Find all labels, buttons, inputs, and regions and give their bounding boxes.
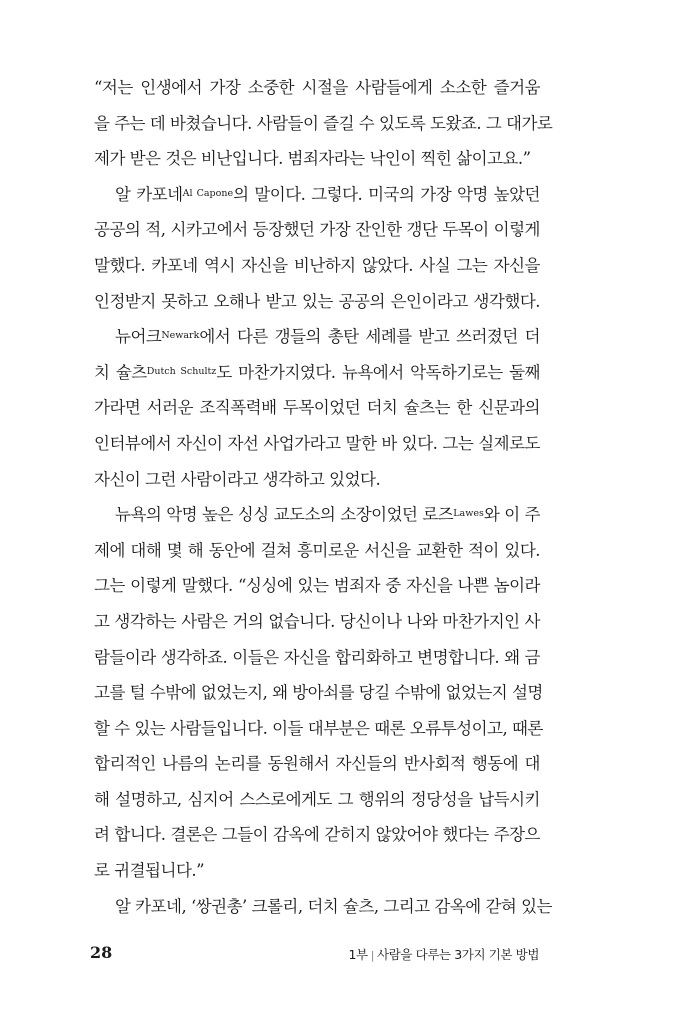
running-footer xyxy=(349,945,540,963)
paragraph-line: 해 설명하고, 심지어 스스로에게도 그 행위의 정당성을 납득시키 xyxy=(94,789,540,809)
annotation-al-capone: Al Capone xyxy=(182,187,234,199)
paragraph-line: 려 합니다. 결론은 그들이 감옥에 갇히지 않았어야 했다는 주장으 xyxy=(94,825,540,845)
paragraph-line: 을 주는 데 바쳤습니다. 사람들이 즐길 수 있도록 도왔죠. 그 대가로 xyxy=(94,113,553,133)
paragraph-line: 자신이 그런 사람이라고 생각하고 있었다. xyxy=(94,469,381,489)
paragraph-line: 고를 털 수밖에 없었는지, 왜 방아쇠를 당길 수밖에 없었는지 설명 xyxy=(94,683,543,703)
paragraph-line xyxy=(94,177,540,213)
separator: | xyxy=(370,949,375,962)
text-segment: 에서 다른 갱들의 총탄 세례를 받고 쓰러졌던 더 xyxy=(199,327,540,347)
annotation-dutch-schultz: Dutch Schultz xyxy=(146,365,217,377)
paragraph-line: 공공의 적, 시카고에서 등장했던 가장 잔인한 갱단 두목이 이렇게 xyxy=(94,220,540,240)
text-segment: 의 말이다. 그렇다. 미국의 가장 악명 높았던 xyxy=(233,184,540,204)
annotation-lawes: Lawes xyxy=(453,508,484,520)
annotation-newark: Newark xyxy=(161,330,200,342)
text-segment: 와 이 주 xyxy=(483,505,540,525)
part-label: 1부 xyxy=(348,947,368,962)
paragraph-line: “저는 인생에서 가장 소중한 시절을 사람들에게 소소한 즐거움 xyxy=(94,78,540,97)
text-segment: 알 카포네 xyxy=(115,184,183,204)
paragraph-line: 람들이라 생각하죠. 이들은 자신을 합리화하고 변명합니다. 왜 금 xyxy=(94,647,540,667)
paragraph-line: 로 귀결됩니다.” xyxy=(94,861,205,881)
paragraph-line: 알 카포네, ‘쌍권총’ 크롤리, 더치 슐츠, 그리고 감옥에 갇혀 있는 xyxy=(115,896,552,916)
paragraph-line: 인정받지 못하고 오해나 받고 있는 공공의 은인이라고 생각했다. xyxy=(94,291,540,311)
paragraph-line: 고 생각하는 사람은 거의 없습니다. 당신이나 나와 마찬가지인 사 xyxy=(94,611,540,631)
text-segment: 치 슐츠 xyxy=(94,362,147,382)
paragraph-line: 제가 받은 것은 비난입니다. 범죄자라는 낙인이 찍힌 삶이고요.” xyxy=(94,149,531,169)
paragraph-line: 가라면 서러운 조직폭력배 두목이었던 더치 슐츠는 한 신문과의 xyxy=(94,398,540,418)
paragraph-line: 그는 이렇게 말했다. “싱싱에 있는 범죄자 중 자신을 나쁜 놈이라 xyxy=(94,576,540,596)
text-segment: 도 마찬가지였다. 뉴욕에서 악독하기로는 둘째 xyxy=(216,362,540,382)
paragraph-line: 말했다. 카포네 역시 자신을 비난하지 않았다. 사실 그는 자신을 xyxy=(94,255,540,275)
paragraph-line xyxy=(94,355,540,391)
paragraph-line: 인터뷰에서 자신이 자선 사업가라고 말한 바 있다. 그는 실제로도 xyxy=(94,433,540,453)
paragraph-line xyxy=(94,319,540,355)
paragraph-line xyxy=(94,497,540,533)
chapter-title: 사람을 다루는 3가지 기본 방법 xyxy=(377,947,539,962)
text-segment: 뉴어크 xyxy=(115,327,162,347)
paragraph-line: 제에 대해 몇 해 동안에 걸쳐 흥미로운 서신을 교환한 적이 있다. xyxy=(94,540,540,560)
page-number: 28 xyxy=(90,943,113,962)
body-text xyxy=(94,70,553,924)
paragraph-line: 합리적인 나름의 논리를 동원해서 자신들의 반사회적 행동에 대 xyxy=(94,754,540,774)
text-segment: 뉴욕의 악명 높은 싱싱 교도소의 소장이었던 로즈 xyxy=(115,505,454,525)
paragraph-line: 할 수 있는 사람들입니다. 이들 대부분은 때론 오류투성이고, 때론 xyxy=(94,718,543,738)
